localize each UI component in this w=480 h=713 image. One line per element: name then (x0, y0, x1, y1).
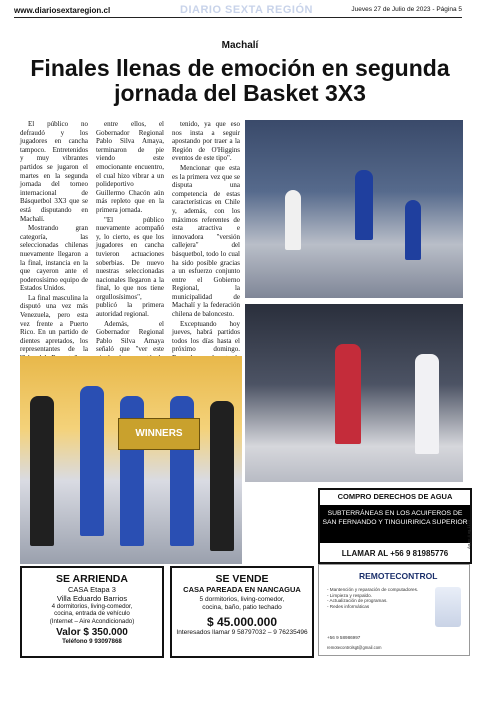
paragraph: El público no defraudó y los jugadores en cancha tampoco. Entretenidos y muy vibrantes partidos se jugaron el martes en la segunda jornada del torneo internacional de Básquetbol 3X3 que se está disputando en Machalí. (20, 120, 88, 223)
site-url[interactable]: www.diariosextaregion.cl (14, 6, 111, 15)
service-item: - Redes informáticas (327, 603, 370, 609)
ad-rent (20, 566, 164, 658)
paragraph: entre ellos, el Gobernador Regional Pablo Silva Amaya, terminaron de pie viendo este emocionante encuentro, el cual hizo vibrar a un polideportivo Guillermo Chacón aún más repleto que en la primera jornada. (96, 120, 164, 214)
player-figure (405, 200, 421, 260)
player-figure (415, 354, 439, 454)
service-item: - Limpieza y respaldo. (327, 592, 372, 598)
paragraph: "El público nuevamente acompañó y, lo cierto, es que los jugadores en cancha tuvieron actuaciones soberbias. De nuevo nuestras seleccionadas nacionales llegaron a la final, lo que nos tiene orgullosísimos", publicó la primera autoridad regional. (96, 215, 164, 319)
vertical-note: Ag.pc 4 ag.1123 (466, 520, 471, 549)
player-figure (80, 386, 104, 536)
ad-water-body: SUBTERRÁNEAS EN LOS ACUIFEROS DE SAN FERNANDO Y TINGUIRIRICA SUPERIOR (320, 505, 470, 543)
service-item: - Mantención y reparación de computadores. (327, 587, 419, 592)
ad-sale-line: 5 dormitorios, living-comedor, (199, 596, 285, 603)
paragraph: tenido, ya que eso nos insta a seguir apostando por traer a la Región de O'Higgins eventos de este tipo". (172, 120, 240, 163)
photo-basketball-duel (245, 304, 463, 482)
ad-rent-price: Valor $ 350.000 (56, 627, 128, 639)
headline: Finales llenas de emoción en segunda jornada del Basket 3X3 (30, 55, 450, 106)
article-body (20, 120, 242, 352)
ad-water-rights (318, 488, 472, 564)
ad-sale-line: cocina, baño, patio techado (202, 603, 282, 611)
service-list (327, 587, 437, 609)
paragraph: Mencionar que esta es la primera vez que se disputa una competencia de estas características en Chile y, además, con los máximos referentes de esta atractiva e innovadora "versión callejera" del básquetbol, todo lo cual ha sido posible gracias a un esfuerzo conjunto entre el Gobierno Regional, la municipalidad de Machalí y la federación chilena de baloncesto. (172, 163, 240, 319)
official-figure (30, 396, 54, 546)
ad-rent-line: (Internet – Aire Acondicionado) (49, 617, 135, 625)
header-rule (14, 17, 462, 18)
ad-sale-price: $ 45.000.000 (206, 614, 278, 629)
paragraph: La final masculina la disputó una vez más Venezuela, pero esta vez frente a Puerto Rico. En un partido de dientes apretados, los representantes de la (20, 293, 88, 354)
device-icon (435, 587, 461, 627)
ad-rent-line: 4 dormitorios, living-comedor, (51, 603, 133, 610)
ad-sale-title: SE VENDE (215, 573, 269, 585)
article-column-3 (172, 120, 240, 372)
section-label: Machalí (221, 40, 259, 51)
ad-rent-line: Villa Eduardo Barrios (56, 594, 128, 603)
ad-sale-subtitle: CASA PAREADA EN NANCAGUA (183, 585, 301, 594)
player-figure (335, 344, 361, 444)
official-figure (210, 401, 234, 551)
ad-water-title: COMPRO DERECHOS DE AGUA (320, 490, 470, 504)
date-page: Jueves 27 de Julio de 2023 - Página 5 (351, 6, 462, 13)
player-figure (285, 190, 301, 250)
article-column-2 (96, 120, 164, 389)
ad-water-phone: LLAMAR AL +56 9 81985776 (341, 549, 449, 558)
ad-sale-phone: Interesados llamar 9 58797032 – 9 76235496 (176, 628, 308, 636)
photo-basketball-women (245, 120, 463, 298)
ad-remote-email[interactable]: remotecontrolsgt@gmail.com (327, 645, 382, 650)
paragraph: Además, el Gobernador Regional Pablo Silva Amaya señaló que "ver este (96, 319, 164, 354)
article-column-1 (20, 120, 88, 390)
ad-remote-phone: +56 9 58986997 (327, 635, 361, 640)
ad-remotecontrol (318, 564, 470, 656)
remotecontrol-logo: REMOTECONTROL (359, 571, 438, 581)
ad-rent-phone: Teléfono 9 93097868 (62, 638, 122, 646)
page-header (0, 0, 480, 32)
winners-sign: WINNERS (118, 418, 200, 450)
paragraph: Mostrando gran categoría, las seleccionadas chilenas nuevamente llegaron a la final, instancia en la que cayeron ante el poderosísimo equipo de Estados Unidos. (20, 224, 88, 293)
ad-rent-line: cocina, entrada de vehículo (54, 610, 130, 618)
ad-rent-title: SE ARRIENDA (56, 573, 128, 585)
paper-name: DIARIO SEXTA REGIÓN (180, 4, 313, 16)
service-item: - Actualización de programas. (327, 598, 388, 604)
paragraph: Exceptuando hoy jueves, habrá partidos todos los días hasta el próximo domingo. (172, 319, 240, 354)
ad-sale (170, 566, 314, 658)
ad-rent-line: CASA Etapa 3 (68, 585, 116, 594)
player-figure (355, 170, 373, 240)
photo-winners-team (20, 356, 242, 564)
